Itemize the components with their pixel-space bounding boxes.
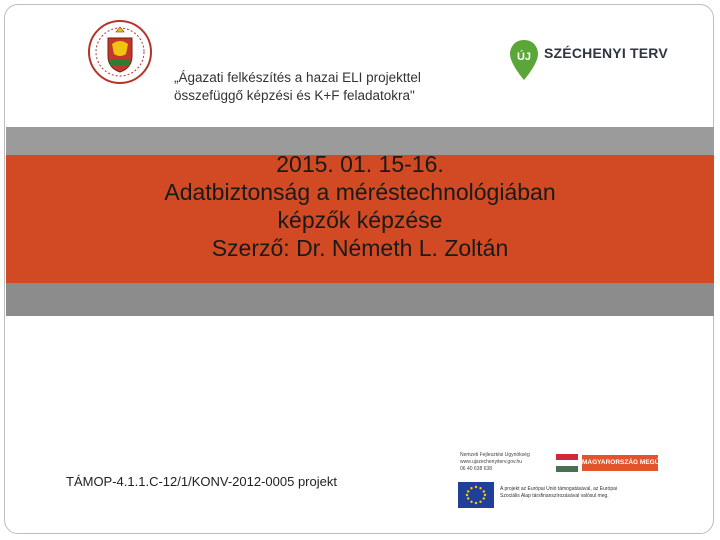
eu-funding-line1: A projekt az Európai Unió támogatásával, az Európai: [500, 486, 618, 492]
szechenyi-mark-icon: [508, 38, 540, 82]
agency-url: www.ujszechenyiterv.gov.hu: [460, 459, 523, 465]
title-date: 2015. 01. 15-16.: [276, 151, 444, 177]
footer-logos: [456, 450, 672, 514]
crest-icon: [80, 18, 160, 86]
agency-phone: 06 40 638 638: [460, 466, 492, 472]
szechenyi-terv-logo: [508, 38, 668, 82]
title-topic: Adatbiztonság a méréstechnológiában: [164, 179, 556, 205]
badge-label: MAGYARORSZÁG MEGÚJUL: [582, 455, 658, 471]
hungarian-flag-icon: [556, 454, 578, 472]
header-subtitle: [174, 69, 504, 105]
szechenyi-mark-text: ÚJ: [516, 51, 532, 63]
title-author: Szerző: Dr. Németh L. Zoltán: [211, 235, 509, 261]
magyarorszag-megujul-badge: [556, 452, 672, 474]
eu-funding-note: [500, 486, 662, 500]
eu-flag-icon: [458, 482, 494, 508]
eu-funding-line2: Szociális Alap társfinanszírozásával valósul meg.: [500, 493, 609, 499]
header-subtitle-line2: összefüggő képzési és K+F feladatokra": [174, 88, 415, 103]
slide-title: [6, 150, 714, 262]
project-code: TÁMOP-4.1.1.C-12/1/KONV-2012-0005 projekt: [66, 474, 337, 489]
title-band-bottom: [6, 283, 714, 316]
szechenyi-logo-text: SZÉCHENYI TERV: [544, 45, 668, 61]
agency-info: [460, 452, 554, 473]
header-subtitle-line1: „Ágazati felkészítés a hazai ELI projekttel: [174, 70, 421, 85]
title-subtitle: képzők képzése: [277, 207, 443, 233]
agency-name: Nemzeti Fejlesztési Ügynökség: [460, 452, 530, 458]
